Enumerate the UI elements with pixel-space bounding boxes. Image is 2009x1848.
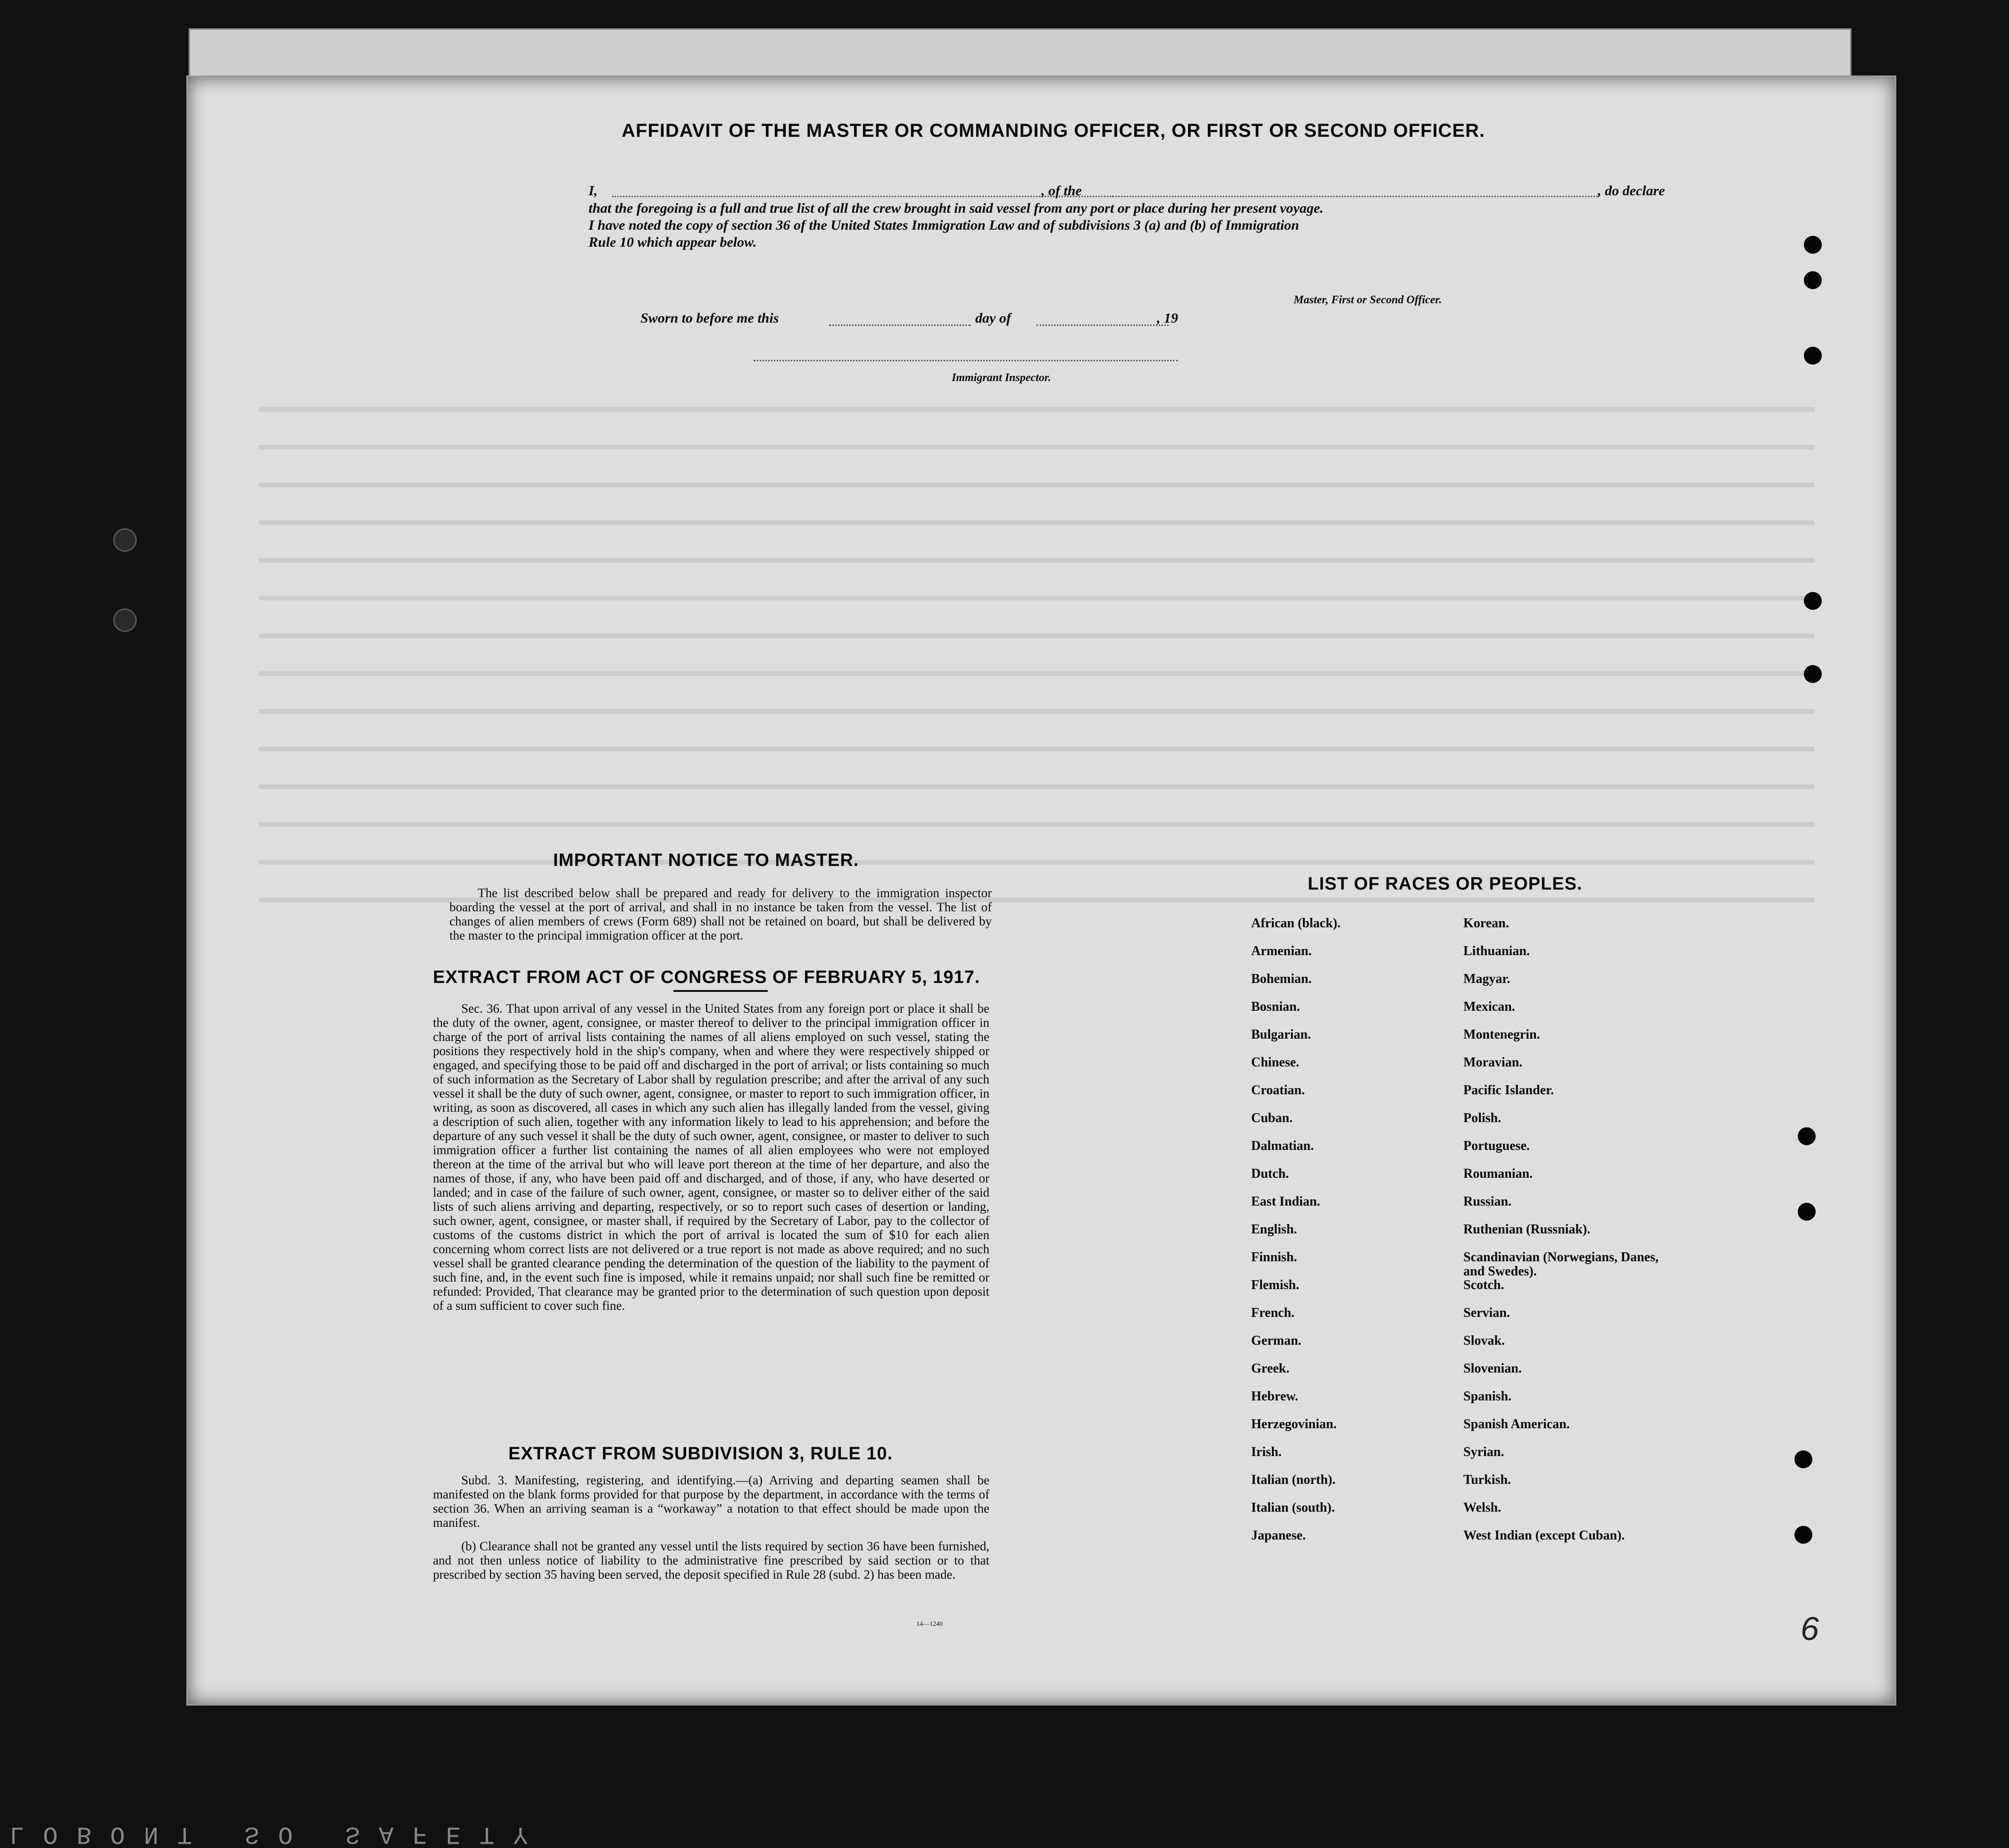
race-item: Roumanian. [1463,1166,1533,1181]
race-item: Montenegrin. [1463,1027,1540,1042]
race-item: Armenian. [1251,944,1312,958]
bleed-through-line [258,671,1815,676]
affidavit-of-the: , of the [1041,183,1082,199]
bleed-through-line [258,784,1815,789]
race-item: Magyar. [1463,972,1511,986]
sworn-month-blank [1037,325,1169,326]
bleed-through-line [258,558,1815,563]
form-code: 14—1240 [916,1621,943,1628]
title-rule [673,990,768,992]
race-item: Moravian. [1463,1055,1523,1070]
race-item: Bohemian. [1251,972,1312,986]
race-item: Lithuanian. [1463,944,1530,958]
inspector-signature-line [754,360,1178,361]
film-edge-text: LOBONT SO SAFETY [9,1820,547,1848]
race-item: Mexican. [1463,999,1515,1014]
bleed-through-line [258,483,1815,487]
race-item: Turkish. [1463,1473,1511,1487]
race-item: Hebrew. [1251,1389,1298,1404]
punch-hole-icon [1794,1450,1812,1468]
bleed-through-line [258,407,1815,412]
bleed-through-line [258,709,1815,714]
race-item: Finnish. [1251,1250,1297,1265]
master-signature-label: Master, First or Second Officer. [1294,294,1442,306]
races-right-list [1463,916,1661,1557]
race-item: Portuguese. [1463,1139,1530,1153]
bleed-through-line [258,520,1815,525]
act-extract-title: EXTRACT FROM ACT OF CONGRESS OF FEBRUARY 5, 1917. [433,967,980,987]
affidavit-title: AFFIDAVIT OF THE MASTER OR COMMANDING OFFICER, OR FIRST OR SECOND OFFICER. [622,120,1485,141]
bleed-through-line [258,747,1815,751]
document-sheet [186,75,1896,1706]
affidavit-i: I, [589,183,598,199]
punch-hole-icon [1798,1127,1816,1145]
race-item: West Indian (except Cuban). [1463,1528,1625,1543]
race-item: Scandinavian (Norwegians, Danes, and Swedes). [1463,1250,1659,1279]
page-number: 6 [1801,1610,1819,1647]
race-item: Bosnian. [1251,999,1300,1014]
race-item: Japanese. [1251,1528,1306,1543]
sworn-day-of: day of [975,310,1011,326]
punch-hole-icon [1798,1203,1816,1221]
bleed-through-line [258,860,1815,865]
vessel-blank-line [1112,196,1598,197]
punch-hole-icon [1804,665,1822,683]
inspector-label: Immigrant Inspector. [952,372,1051,384]
races-title: LIST OF RACES OR PEOPLES. [1308,874,1583,894]
race-item: Italian (north). [1251,1473,1336,1487]
bleed-through-line [258,445,1815,450]
punch-hole-icon [1804,347,1822,365]
race-item: German. [1251,1333,1302,1348]
race-item: Herzegovinian. [1251,1417,1337,1432]
punch-hole-icon [1794,1526,1812,1544]
race-item: Bulgarian. [1251,1027,1311,1042]
race-item: Polish. [1463,1111,1502,1125]
race-item: Cuban. [1251,1111,1293,1125]
bleed-through-line [258,822,1815,827]
race-item: Croatian. [1251,1083,1305,1098]
rule-extract-para-a: Subd. 3. Manifesting, registering, and identifying.—(a) Arriving and departing seamen shall be manifested on the blank forms provided for that purpose by the department, in accordance with the terms of section 36. When an arriving seaman is a “workaway” a notation to that effect should be made upon the manifest. [433,1473,989,1530]
rule-extract-para-b: (b) Clearance shall not be granted any vessel until the lists required by section 36 have been furnished, and not then unless notice of liability to the administrative fine prescribed by said section or to that prescribed by section 35 having been served, the deposit specified in Rule 28 (subd. 2) has been made. [433,1539,989,1582]
punch-hole-icon [1804,271,1822,289]
notice-title: IMPORTANT NOTICE TO MASTER. [553,850,859,870]
bleed-through-line [258,596,1815,600]
affidavit-line-2: that the foregoing is a full and true list of all the crew brought in said vessel from any port or place during her present voyage. [589,200,1324,216]
races-left-list [1251,916,1341,1557]
race-item: Italian (south). [1251,1500,1335,1515]
race-item: Korean. [1463,916,1509,931]
race-item: African (black). [1251,916,1341,931]
race-item: Flemish. [1251,1278,1299,1292]
race-item: Slovenian. [1463,1361,1522,1376]
race-item: Servian. [1463,1306,1510,1320]
rule-extract-title: EXTRACT FROM SUBDIVISION 3, RULE 10. [508,1444,893,1464]
sworn-day-blank [829,325,971,326]
bleed-through-line [258,633,1815,638]
race-item: East Indian. [1251,1194,1320,1209]
race-item: Ruthenian (Russniak). [1463,1222,1591,1237]
affidavit-line-3: I have noted the copy of section 36 of the United States Immigration Law and of subdivisions 3 (a) and (b) of Immigration [589,217,1299,233]
race-item: French. [1251,1306,1295,1320]
punch-hole-icon [1804,592,1822,610]
race-item: Spanish American. [1463,1417,1570,1432]
race-item: English. [1251,1222,1297,1237]
race-item: Spanish. [1463,1389,1511,1404]
race-item: Greek. [1251,1361,1290,1376]
film-hole-icon [113,528,137,552]
race-item: Syrian. [1463,1445,1504,1459]
race-item: Welsh. [1463,1500,1502,1515]
race-item: Slovak. [1463,1333,1505,1348]
punch-hole-icon [1804,236,1822,254]
affidavit-line-4: Rule 10 which appear below. [589,234,757,250]
sworn-text: Sworn to before me this [640,310,779,326]
race-item: Russian. [1463,1194,1511,1209]
notice-body: The list described below shall be prepared and ready for delivery to the immigration inspector boarding the vessel at the port of arrival, and shall in no instance be taken from the vessel. The list of changes of alien members of crews (Form 689) shall not be retained on board, but shall be delivered by the master to the principal immigration officer at the port. [449,886,992,942]
race-item: Dutch. [1251,1166,1289,1181]
film-hole-icon [113,608,137,632]
sworn-year: , 19 [1157,310,1178,326]
race-item: Chinese. [1251,1055,1299,1070]
race-item: Dalmatian. [1251,1139,1314,1153]
act-extract-body: Sec. 36. That upon arrival of any vessel in the United States from any foreign port or place it shall be the duty of the owner, agent, consignee, or master thereof to deliver to the principal immigration officer in charge of the port of arrival lists containing the names of all aliens employed on such vessel, stating the positions they respectively hold in the ship's company, when and where they were respectively shipped or engaged, and specifying those to be paid off and discharged in the port of arrival; or lists containing so much of such information as the Secretary of Labor shall by regulation prescribe; and after the arrival of any such vessel it shall be the duty of such owner, agent, consignee, or master to report to such immigration officer, in writing, as soon as discovered, all cases in which any such alien has illegally landed from the vessel, giving a description of such alien, together with any information likely to lead to his apprehension; and before the departure of any such vessel it shall be the duty of such owner, agent, consignee, or master to deliver to such immigration officer a further list containing the names of all alien employees who were not employed thereon at the time of the arrival but who will leave port thereon at the time of her departure, and also the names of those, if any, who have been paid off and discharged, and of those, if any, who have deserted or landed; and in case of the failure of such owner, agent, consignee, or master so to deliver either of the said lists of such aliens arriving and departing, respectively, or so to report such cases of desertion or landing, such owner, agent, consignee, or master shall, if required by the Secretary of Labor, pay to the collector of customs of the customs district in which the port of arrival is located the sum of $10 for each alien concerning whom correct lists are not delivered or a true report is not made as above required; and no such vessel shall be granted clearance pending the determination of the question of the liability to the payment of such fine, and, in the event such fine is imposed, while it remains unpaid; nor shall such fine be remitted or refunded: Provided, That clearance may be granted prior to the determination of such question upon deposit of a sum sufficient to cover such fine. [433,1001,989,1313]
affidavit-declare: , do declare [1598,183,1665,199]
race-item: Scotch. [1463,1278,1504,1292]
race-item: Pacific Islander. [1463,1083,1554,1098]
race-item: Irish. [1251,1445,1282,1459]
